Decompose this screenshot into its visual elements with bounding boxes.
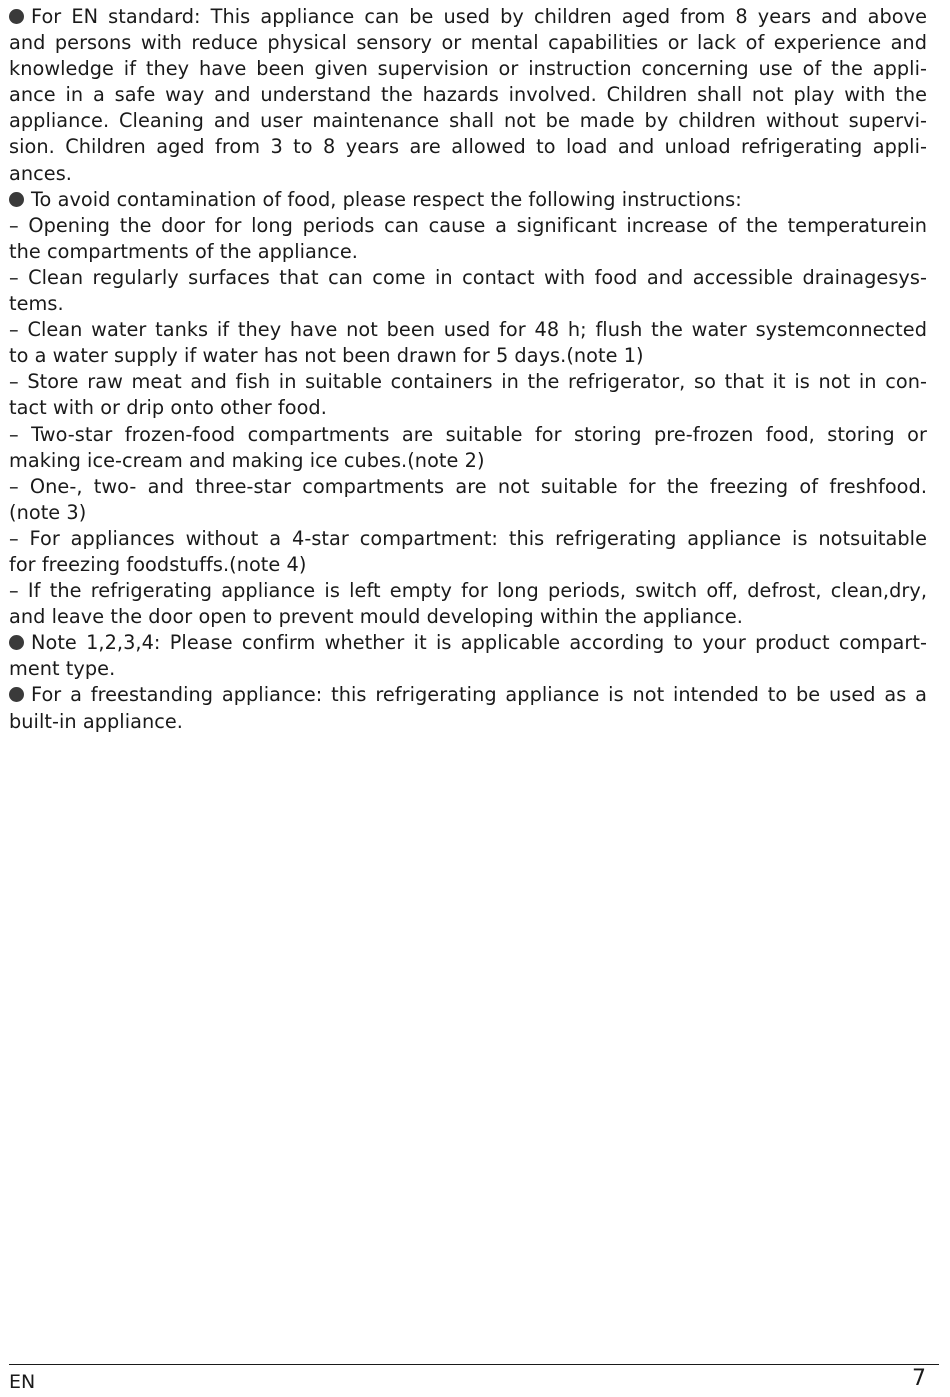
bullet-icon — [9, 9, 24, 24]
line-text: – Clean regularly surfaces that can come in contact with food and accessible drainagesys- — [9, 265, 927, 289]
text-line — [9, 161, 927, 187]
line-text: tems. — [9, 292, 64, 316]
line-text: – Two-star frozen-food compartments are suitable for storing pre-frozen food, storing or — [9, 422, 927, 446]
text-line — [9, 709, 927, 735]
text-line — [9, 500, 927, 526]
line-text: For a freestanding appliance: this refrigerating appliance is not intended to be used as a — [31, 683, 927, 707]
line-text: making ice-cream and making ice cubes.(note 2) — [9, 448, 485, 472]
manual-body — [9, 4, 927, 735]
line-text: – Clean water tanks if they have not been used for 48 h; flush the water systemconnected — [9, 318, 927, 342]
line-text: and persons with reduce physical sensory or mental capabilities or lack of experience and — [9, 31, 927, 55]
text-line — [9, 4, 927, 30]
bullet-icon — [9, 687, 24, 702]
text-line — [9, 343, 927, 369]
text-line — [9, 656, 927, 682]
text-line — [9, 213, 927, 239]
footer-language-code: EN — [9, 1371, 36, 1393]
bullet-icon — [9, 635, 24, 650]
line-text: – Opening the door for long periods can cause a significant increase of the temperaturein — [9, 213, 927, 237]
text-line — [9, 317, 927, 343]
line-text: To avoid contamination of food, please respect the following instructions: — [31, 187, 742, 211]
line-text: – If the refrigerating appliance is left empty for long periods, switch off, defrost, clean,dry, — [9, 579, 927, 603]
line-text: ances. — [9, 161, 72, 185]
text-line — [9, 82, 927, 108]
text-line — [9, 30, 927, 56]
text-line — [9, 682, 927, 708]
text-line — [9, 448, 927, 474]
line-text: – For appliances without a 4-star compartment: this refrigerating appliance is notsuitable — [9, 526, 927, 550]
line-text: – Store raw meat and fish in suitable containers in the refrigerator, so that it is not in con- — [9, 370, 927, 394]
line-text: the compartments of the appliance. — [9, 239, 358, 263]
text-line — [9, 108, 927, 134]
line-text: and leave the door open to prevent mould developing within the appliance. — [9, 605, 743, 629]
line-text: (note 3) — [9, 500, 87, 524]
text-line — [9, 422, 927, 448]
line-text: for freezing foodstuffs.(note 4) — [9, 552, 307, 576]
line-text: built-in appliance. — [9, 709, 183, 733]
text-line — [9, 239, 927, 265]
line-text: to a water supply if water has not been drawn for 5 days.(note 1) — [9, 344, 644, 368]
line-text: ance in a safe way and understand the hazards involved. Children shall not play with the — [9, 83, 927, 107]
text-line — [9, 369, 927, 395]
text-line — [9, 134, 927, 160]
text-line — [9, 604, 927, 630]
line-text: tact with or drip onto other food. — [9, 396, 327, 420]
text-line — [9, 395, 927, 421]
page-number: 7 — [912, 1366, 926, 1391]
text-line — [9, 630, 927, 656]
line-text: – One-, two- and three-star compartments are not suitable for the freezing of freshfood. — [9, 474, 927, 498]
line-text: ment type. — [9, 657, 116, 681]
line-text: Note 1,2,3,4: Please confirm whether it is applicable according to your product compart- — [31, 631, 927, 655]
text-line — [9, 56, 927, 82]
line-text: appliance. Cleaning and user maintenance shall not be made by children without supervi- — [9, 109, 927, 133]
line-text: sion. Children aged from 3 to 8 years are allowed to load and unload refrigerating appli- — [9, 135, 927, 159]
line-text: knowledge if they have been given supervision or instruction concerning use of the appli- — [9, 57, 927, 81]
text-line — [9, 474, 927, 500]
footer-divider — [9, 1364, 939, 1365]
text-line — [9, 552, 927, 578]
text-line — [9, 578, 927, 604]
bullet-icon — [9, 192, 24, 207]
text-line — [9, 291, 927, 317]
text-line — [9, 187, 927, 213]
text-line — [9, 265, 927, 291]
line-text: For EN standard: This appliance can be used by children aged from 8 years and above — [31, 5, 927, 28]
text-line — [9, 526, 927, 552]
